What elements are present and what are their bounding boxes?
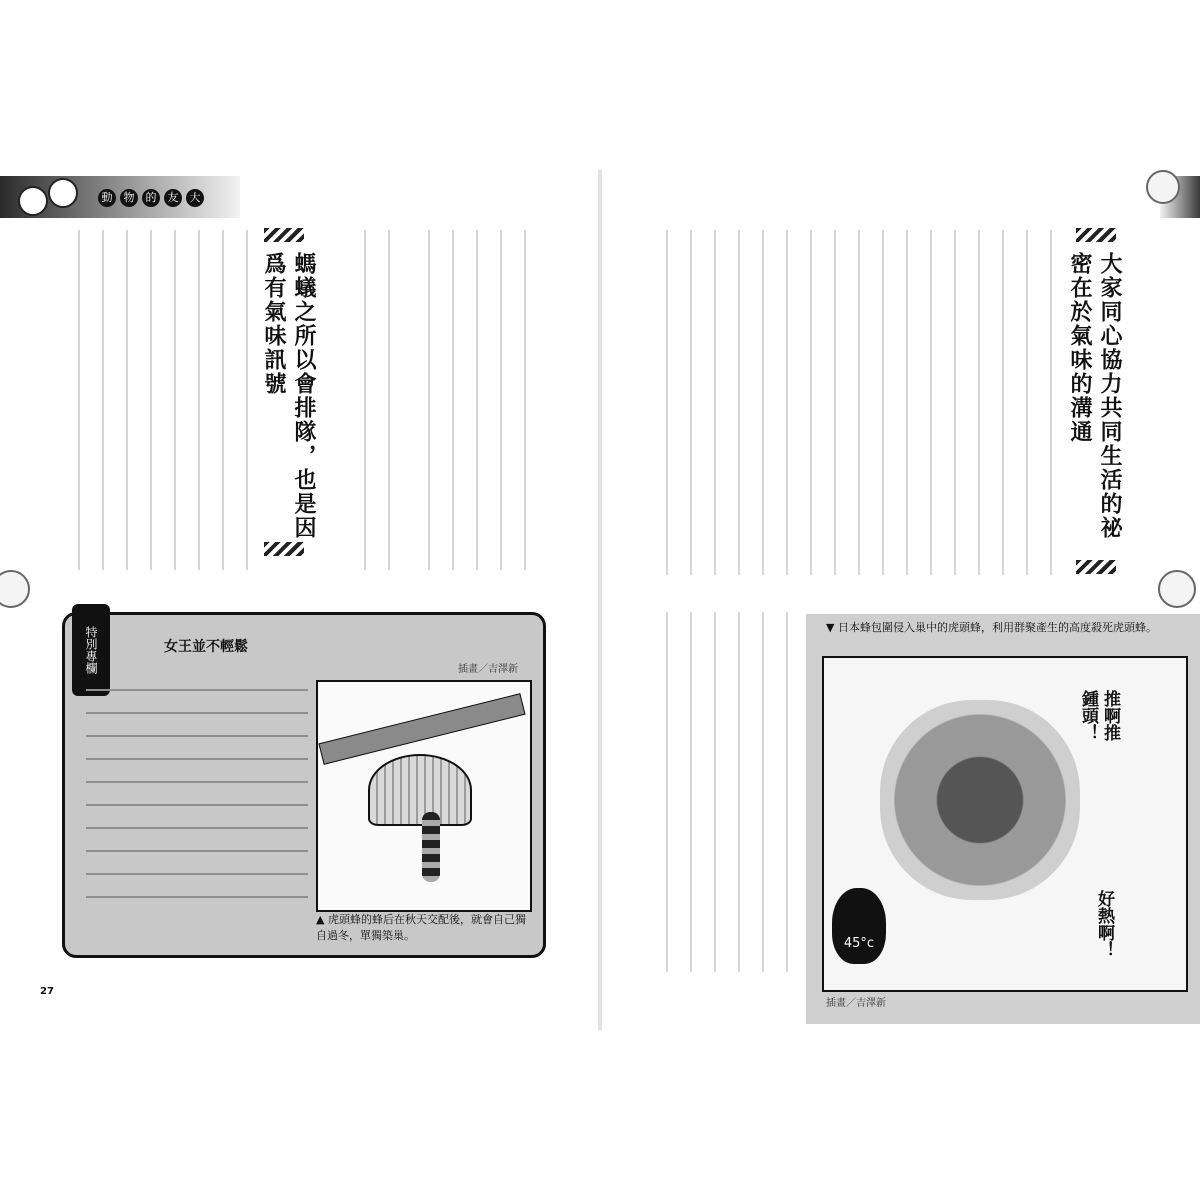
sidebar-tag: 特別專欄: [72, 604, 110, 696]
section-heading: 大家同心協力共同生活的祕密在於氣味的溝通: [1067, 252, 1122, 540]
flower-icon: [48, 178, 78, 208]
heading-ornament: [1076, 228, 1116, 242]
bell-icon: [0, 570, 30, 608]
header-title-chip: 的: [142, 189, 160, 207]
header-title-chip: 大: [186, 189, 204, 207]
body-text-columns: [70, 230, 250, 570]
sidebar-body-text: [86, 676, 308, 916]
figure-caption: ▼ 日本蜂包圍侵入巢中的虎頭蜂，利用群聚產生的高度殺死虎頭蜂。: [826, 621, 1157, 634]
heading-ornament: [1076, 560, 1116, 574]
sidebar-credit: 插畫／吉澤新: [458, 664, 518, 675]
header-title-chip: 友: [164, 189, 182, 207]
body-text-columns: [658, 230, 1058, 575]
bell-icon: [1158, 570, 1196, 608]
heading-ornament: [264, 542, 304, 556]
header-title-chip: 動: [98, 189, 116, 207]
bell-icon: [1146, 170, 1180, 204]
figure-caption: ▲ 虎頭蜂的蜂后在秋天交配後，就會自己獨自過冬，單獨築巢。: [316, 913, 526, 942]
footnote-columns: [356, 230, 406, 570]
speech-text: 鍾頭！: [1078, 690, 1098, 741]
body-text-columns: [420, 230, 540, 570]
section-heading: 螞蟻之所以會排隊，也是因爲有氣味訊號: [261, 252, 316, 540]
skull-temperature-bubble: 45°c: [832, 888, 886, 964]
header-title-chip: 物: [120, 189, 138, 207]
sidebar-title: 女王並不輕鬆: [164, 639, 248, 655]
speech-text: 推啊推: [1100, 690, 1120, 741]
body-text-columns: [658, 612, 798, 972]
wasp-drawing: [422, 812, 440, 882]
flower-icon: [18, 186, 48, 216]
bee-cluster-drawing: [880, 700, 1080, 900]
left-page: [0, 0, 598, 1200]
nest-drawing: [368, 754, 472, 826]
figure-credit: 插畫／吉澤新: [826, 998, 886, 1009]
heading-ornament: [264, 228, 304, 242]
page-number: 27: [40, 986, 54, 997]
speech-text: 好熱啊！: [1094, 890, 1114, 958]
